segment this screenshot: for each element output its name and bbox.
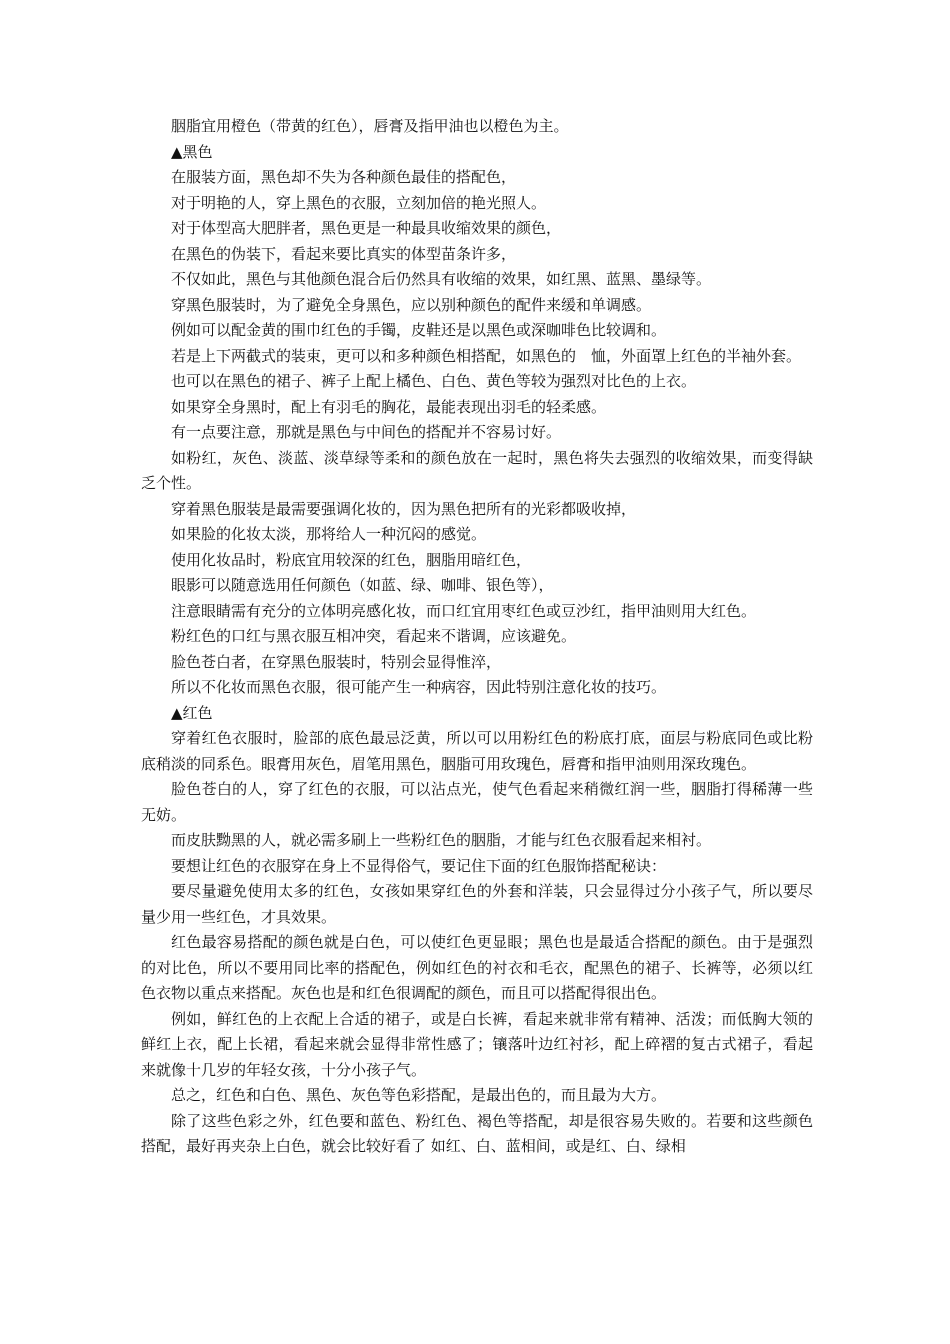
paragraph: 也可以在黑色的裙子、裤子上配上橘色、白色、黄色等较为强烈对比色的上衣。	[171, 372, 697, 390]
paragraph: 脸色苍白的人，穿了红色的衣服，可以沾点光，使气色看起来稍微红润一些，胭脂打得稀薄一些无妨。	[141, 780, 813, 824]
paragraph: 不仅如此，黑色与其他颜色混合后仍然具有收缩的效果，如红黑、蓝黑、墨绿等。	[171, 270, 712, 288]
section-heading-red: ▲红色	[171, 703, 213, 722]
paragraph: 在服装方面，黑色却不失为各种颜色最佳的搭配色，	[171, 168, 517, 186]
paragraph: 而皮肤黝黑的人，就必需多刷上一些粉红色的胭脂，才能与红色衣服看起来相衬。	[171, 831, 712, 849]
paragraph: 穿着黑色服装是最需要强调化妆的，因为黑色把所有的光彩都吸收掉，	[171, 499, 637, 518]
paragraph: 若是上下两截式的装束，更可以和多种颜色相搭配，如黑色的 恤，外面罩上红色的半袖外套。	[171, 346, 802, 365]
paragraph: 胭脂宜用橙色（带黄的红色），唇膏及指甲油也以橙色为主。	[171, 117, 569, 135]
paragraph: 要尽量避免使用太多的红色，女孩如果穿红色的外套和洋装，只会显得过分小孩子气，所以要尽量少用一些红色，才具效果。	[141, 882, 813, 926]
paragraph: 粉红色的口红与黑衣服互相冲突，看起来不谐调，应该避免。	[171, 627, 577, 645]
paragraph: 总之，红色和白色、黑色、灰色等色彩搭配，是最出色的，而且最为大方。	[171, 1086, 667, 1104]
paragraph: 注意眼睛需有充分的立体明亮感化妆，而口红宜用枣红色或豆沙红，指甲油则用大红色。	[171, 601, 757, 620]
paragraph: 穿黑色服装时，为了避免全身黑色，应以别种颜色的配件来缓和单调感。	[171, 295, 652, 314]
paragraph: 除了这些色彩之外，红色要和蓝色、粉红色、褐色等搭配，却是很容易失败的。若要和这些颜色搭配，最好再夹杂上白色，就会比较好看了 如红、白、蓝相间，或是红、白、绿相	[141, 1111, 813, 1155]
paragraph: 所以不化妆而黑色衣服，很可能产生一种病容，因此特别注意化妆的技巧。	[171, 678, 667, 696]
paragraph: 例如可以配金黄的围巾红色的手镯，皮鞋还是以黑色或深咖啡色比较调和。	[171, 321, 667, 339]
paragraph: 使用化妆品时，粉底宜用较深的红色，胭脂用暗红色，	[171, 550, 532, 569]
paragraph: 如果穿全身黑时，配上有羽毛的胸花，最能表现出羽毛的轻柔感。	[171, 397, 607, 416]
section-heading-black: ▲黑色	[171, 142, 213, 161]
paragraph: 要想让红色的衣服穿在身上不显得俗气，要记住下面的红色服饰搭配秘诀：	[171, 856, 667, 875]
paragraph: 对于体型高大肥胖者，黑色更是一种最具收缩效果的颜色，	[171, 219, 562, 237]
paragraph: 例如，鲜红色的上衣配上合适的裙子，或是白长裤，看起来就非常有精神、活泼；而低胸大领的鲜红上衣，配上长裙，看起来就会显得非常性感了；镶落叶边红衬衫，配上碎褶的复古式裙子，看起来就像十几岁的年轻女孩，十分小孩子气。	[141, 1009, 813, 1079]
paragraph: 穿着红色衣服时，脸部的底色最忌泛黄，所以可以用粉红色的粉底打底，面层与粉底同色或比粉底稍淡的同系色。眼膏用灰色，眉笔用黑色，胭脂可用玫瑰色，唇膏和指甲油则用深玫瑰色。	[141, 729, 813, 773]
paragraph: 在黑色的伪装下，看起来要比真实的体型苗条许多，	[171, 244, 517, 263]
paragraph: 脸色苍白者，在穿黑色服装时，特别会显得惟淬，	[171, 652, 502, 671]
paragraph: 红色最容易搭配的颜色就是白色，可以使红色更显眼；黑色也是最适合搭配的颜色。由于是强烈的对比色，所以不要用同比率的搭配色，例如红色的衬衣和毛衣，配黑色的裙子、长裤等，必须以红色衣物以重点来搭配。灰色也是和红色很调配的颜色，而且可以搭配得很出色。	[141, 933, 813, 1002]
paragraph: 如果脸的化妆太淡，那将给人一种沉闷的感觉。	[171, 525, 487, 543]
paragraph: 有一点要注意，那就是黑色与中间色的搭配并不容易讨好。	[171, 423, 562, 441]
paragraph: 对于明艳的人，穿上黑色的衣服，立刻加倍的艳光照人。	[171, 193, 547, 212]
document-body	[141, 114, 813, 1160]
paragraph: 如粉红，灰色、淡蓝、淡草绿等柔和的颜色放在一起时，黑色将失去强烈的收缩效果，而变得缺乏个性。	[141, 448, 813, 492]
paragraph: 眼影可以随意选用任何颜色（如蓝、绿、咖啡、银色等），	[171, 576, 554, 594]
